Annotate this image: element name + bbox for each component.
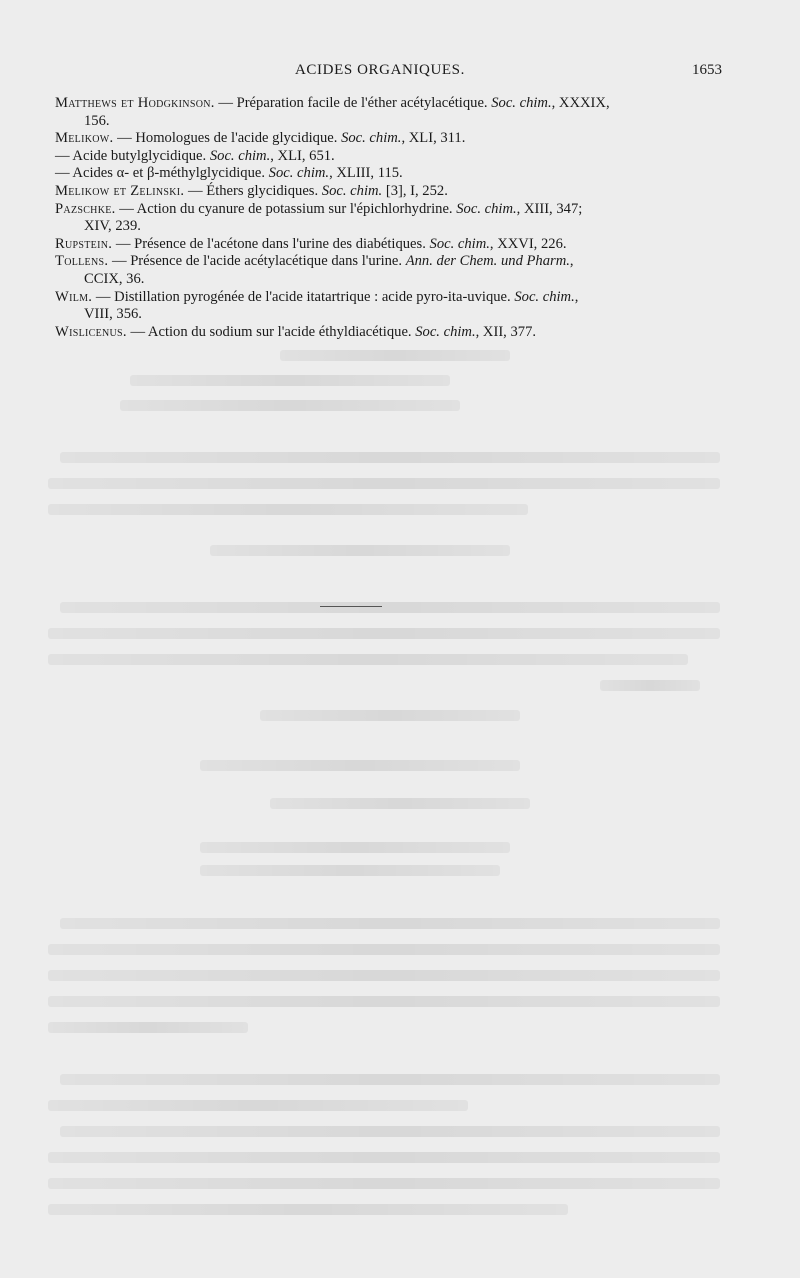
bibliography-entry [55,253,727,288]
entry-text: — Préparation facile de l'éther acétylacétique. [218,95,488,111]
page-header [0,62,800,84]
running-title: ACIDES ORGANIQUES. [295,62,465,78]
entry-text: — Acides α- et β-méthylglycidique. [55,165,266,182]
entry-text: — Action du sodium sur l'acide éthyldiacétique. [130,323,412,340]
entry-text: — Présence de l'acide acétylacétique dans l'urine. [111,253,403,270]
entry-continuation: CCIX, 36. [84,270,145,287]
bibliography-entry [55,95,727,130]
entry-reference: [3], I, 252. [382,182,448,199]
entry-text: — Action du cyanure de potassium sur l'épichlorhydrine. [119,200,453,217]
stray-mark [320,606,382,607]
entry-author: Matthews et Hodgkinson. [55,95,215,111]
entry-continuation: XIV, 239. [84,218,141,235]
entry-author: Pazschke. [55,200,116,217]
entry-reference: , [569,253,574,270]
entry-journal: Ann. der Chem. und Pharm. [405,253,570,270]
entry-journal: Soc. chim. [514,288,575,305]
entry-reference: , XLIII, 115. [329,165,403,182]
entry-journal: Soc. chim. [209,147,271,164]
bibliography-list [55,95,727,341]
entry-journal: Soc. chim. [429,235,490,252]
bibliography-entry [55,183,727,201]
bibliography-entry [55,289,727,324]
entry-reference: , [574,288,579,305]
bibliography-entry [55,324,727,342]
entry-author: Wilm. [55,288,93,305]
entry-journal: Soc. chim. [341,130,402,147]
entry-reference: , XIII, 347; [516,200,583,217]
entry-author: Melikow et Zelinski. [55,182,185,199]
entry-text: — Homologues de l'acide glycidique. [117,130,338,147]
entry-journal: Soc. chim. [321,182,383,199]
entry-author: Wislicenus. [55,323,127,340]
entry-author: Melikow. [55,130,114,147]
entry-journal: Soc. chim. [491,95,552,111]
entry-reference: , XII, 377. [475,323,537,340]
bibliography-entry [55,236,727,254]
bibliography-entry [55,148,727,166]
bibliography-entry [55,130,727,148]
entry-text: — Éthers glycidiques. [188,182,319,199]
entry-text: — Acide butylglycidique. [55,147,207,164]
entry-text: — Distillation pyrogénée de l'acide itatartrique : acide pyro-ita-uvique. [95,288,511,305]
entry-text: — Présence de l'acétone dans l'urine des diabétiques. [115,235,426,252]
bibliography-entry [55,201,727,236]
entry-journal: Soc. chim. [456,200,517,217]
show-through-reverse-side [0,340,800,1278]
entry-author: Rupstein. [55,235,113,252]
entry-reference: , XLI, 311. [401,130,466,147]
entry-continuation: 156. [84,112,110,129]
bibliography-entry [55,165,727,183]
entry-reference: , XXXIX, [551,95,610,111]
entry-author: Tollens. [55,253,109,270]
entry-reference: , XLI, 651. [270,147,335,164]
entry-reference: , XXVI, 226. [489,235,567,252]
page-number: 1653 [692,62,722,78]
entry-continuation: VIII, 356. [84,306,142,323]
entry-journal: Soc. chim. [415,323,476,340]
entry-journal: Soc. chim. [268,165,330,182]
